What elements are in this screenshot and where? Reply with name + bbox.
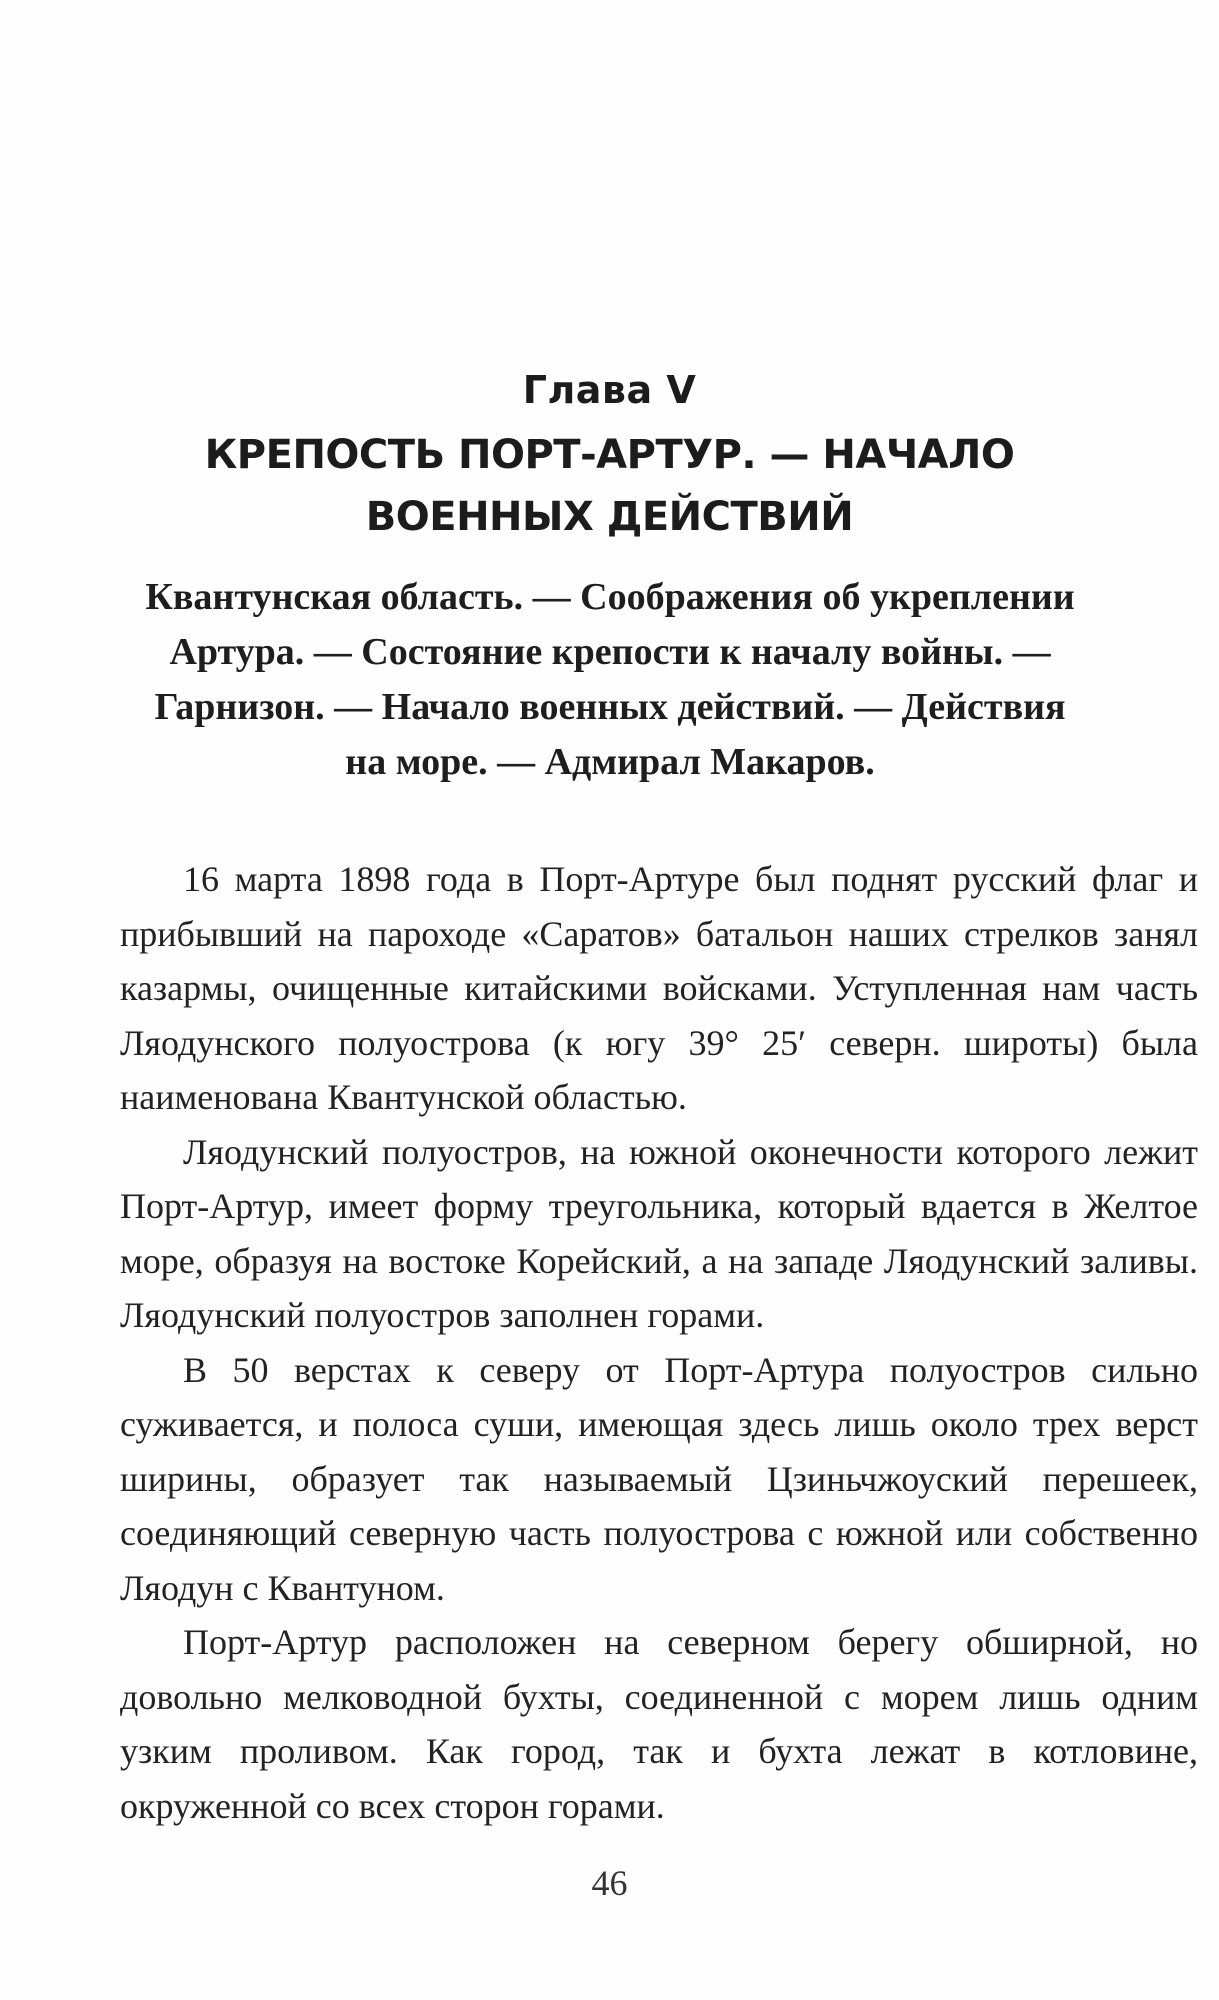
paragraph: В 50 верстах к северу от Порт-Артура полуостров сильно суживается, и полоса суши, имеющая здесь лишь около трех верст ширины, образует так называемый Цзиньчжоуский перешеек, соединяющий северную часть полуострова с южной или собственно Ляодун с Квантуном.: [120, 1349, 1198, 1608]
paragraph: Порт-Артур расположен на северном берегу обширной, но довольно мелководной бухты, соединенной с морем лишь одним узким проливом. Как город, так и бухта лежат в котловине, окруженной со всех сторон горами.: [120, 1622, 1198, 1826]
body-text: [120, 852, 1198, 1833]
page-number: 46: [591, 1863, 628, 1903]
chapter-summary: Квантунская область. — Соображения об укреплении Артура. — Состояние крепости к началу войны. — Гарнизон. — Начало военных действий. — Действия на море. — Адмирал Макаров.: [145, 576, 1075, 783]
chapter-label: Глава V: [522, 368, 697, 412]
paragraph: 16 марта 1898 года в Порт-Артуре был поднят русский флаг и прибывший на пароходе «Саратов» батальон наших стрелков занял казармы, очищенные китайскими войсками. Уступленная нам часть Ляодунского полуострова (к югу 39° 25′ северн. широты) была наименована Квантунской областью.: [120, 859, 1198, 1117]
paragraph: Ляодунский полуостров, на южной оконечности которого лежит Порт-Артур, имеет форму треугольника, который вдается в Желтое море, образуя на востоке Корейский, а на западе Ляодунский заливы. Ляодунский полуостров заполнен горами.: [120, 1131, 1198, 1335]
chapter-title: КРЕПОСТЬ ПОРТ-АРТУР. — НАЧАЛО ВОЕННЫХ ДЕЙСТВИЙ: [204, 432, 1015, 540]
